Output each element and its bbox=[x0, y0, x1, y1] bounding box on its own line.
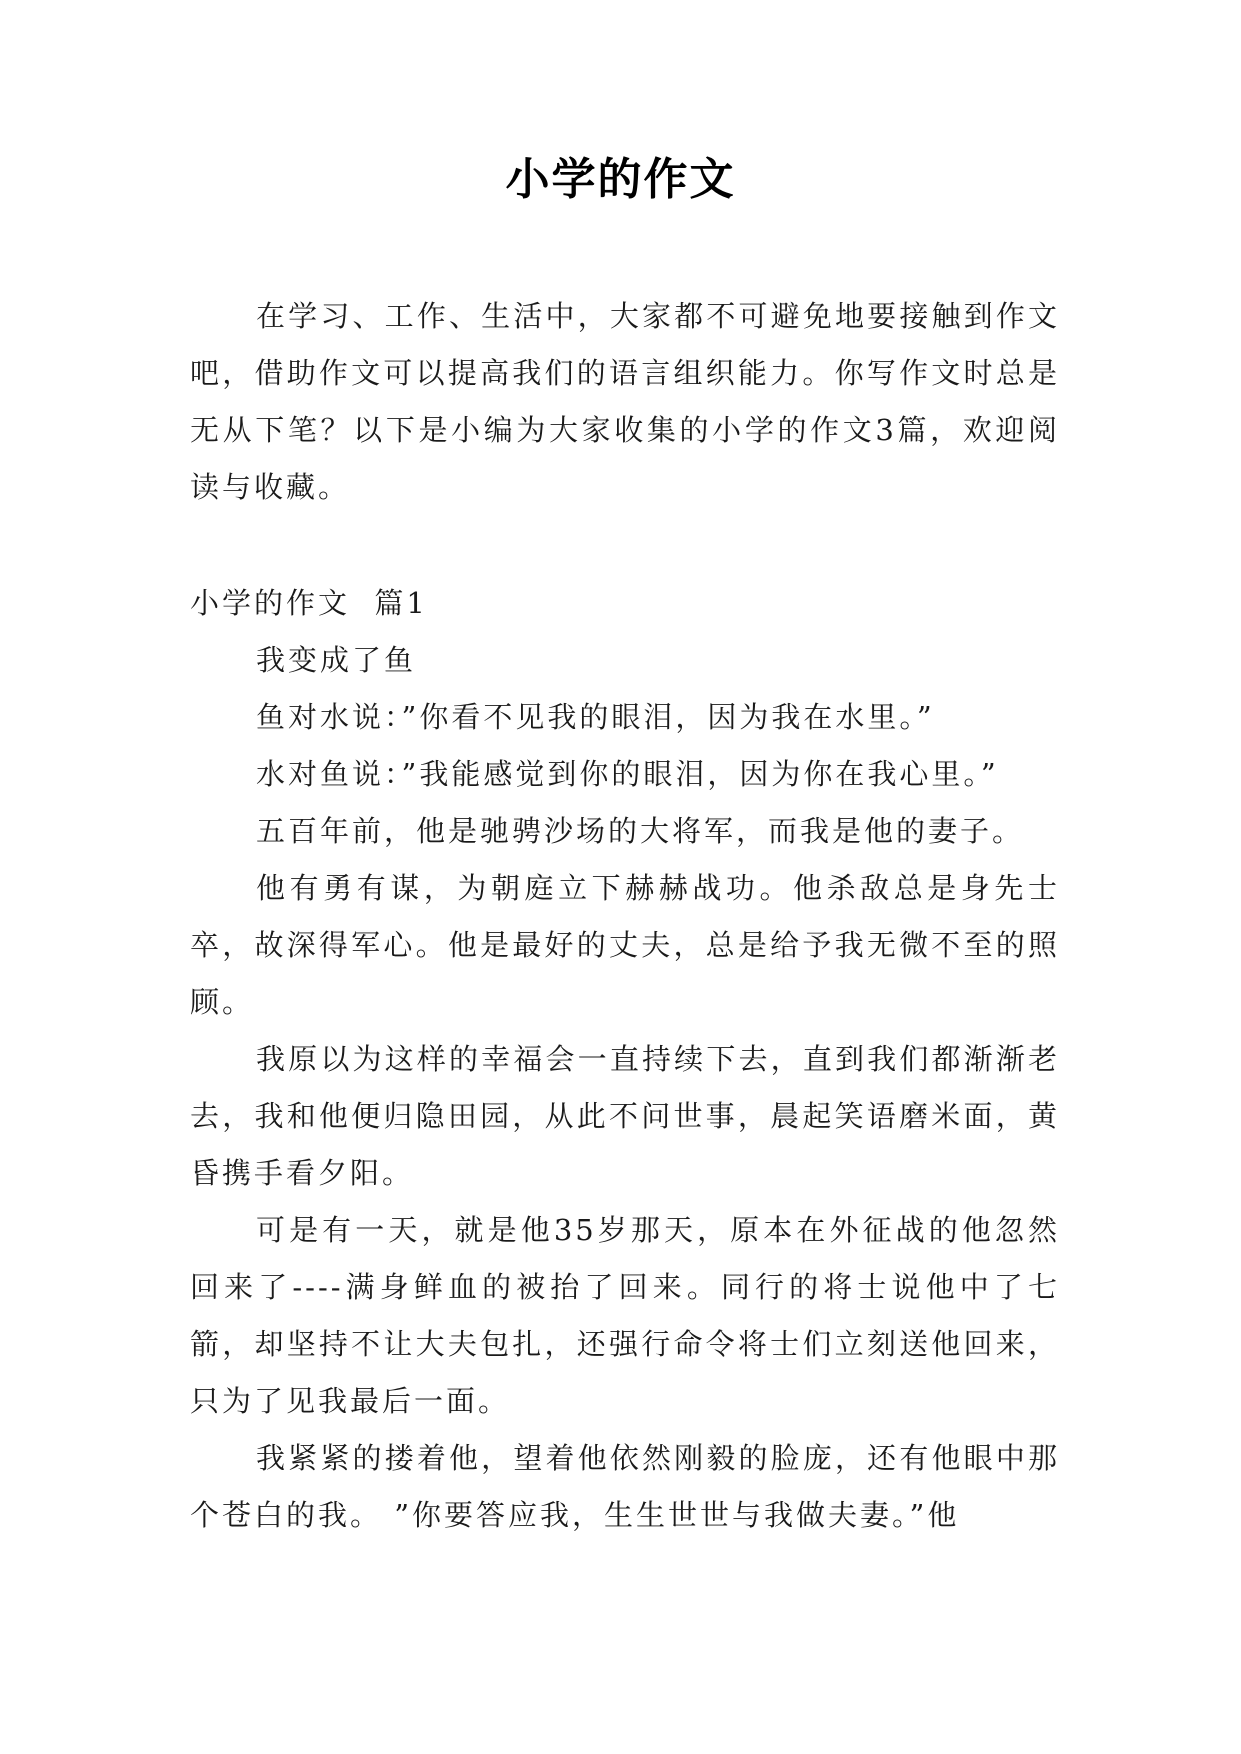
article-paragraph: 他有勇有谋，为朝庭立下赫赫战功。他杀敌总是身先士卒，故深得军心。他是最好的丈夫，总是给予我无微不至的照顾。 bbox=[190, 871, 1060, 1019]
article-paragraph: 可是有一天，就是他35岁那天，原本在外征战的他忽然回来了----满身鲜血的被抬了回来。同行的将士说他中了七箭，却坚持不让大夫包扎，还强行命令将士们立刻送他回来，只为了见我最后一面。 bbox=[190, 1213, 1060, 1418]
article-paragraph: 我变成了鱼 bbox=[256, 643, 417, 677]
document-title: 小学的作文 bbox=[505, 154, 736, 205]
section-heading: 小学的作文 篇1 bbox=[190, 586, 428, 620]
article-paragraph: 水对鱼说：”我能感觉到你的眼泪，因为你在我心里。” bbox=[256, 757, 999, 791]
article-paragraph: 五百年前，他是驰骋沙场的大将军，而我是他的妻子。 bbox=[256, 814, 1025, 848]
article-paragraph: 鱼对水说：”你看不见我的眼泪，因为我在水里。” bbox=[256, 700, 935, 734]
intro-block bbox=[190, 288, 1060, 516]
article-block bbox=[190, 575, 1060, 1544]
intro-paragraph: 在学习、工作、生活中，大家都不可避免地要接触到作文吧，借助作文可以提高我们的语言组织能力。你写作文时总是无从下笔？以下是小编为大家收集的小学的作文3篇，欢迎阅读与收藏。 bbox=[190, 299, 1060, 504]
article-paragraph: 我紧紧的搂着他，望着他依然刚毅的脸庞，还有他眼中那个苍白的我。 ”你要答应我，生生世世与我做夫妻。”他 bbox=[190, 1441, 1060, 1532]
article-paragraph: 我原以为这样的幸福会一直持续下去，直到我们都渐渐老去，我和他便归隐田园，从此不问世事，晨起笑语磨米面，黄昏携手看夕阳。 bbox=[190, 1042, 1060, 1190]
